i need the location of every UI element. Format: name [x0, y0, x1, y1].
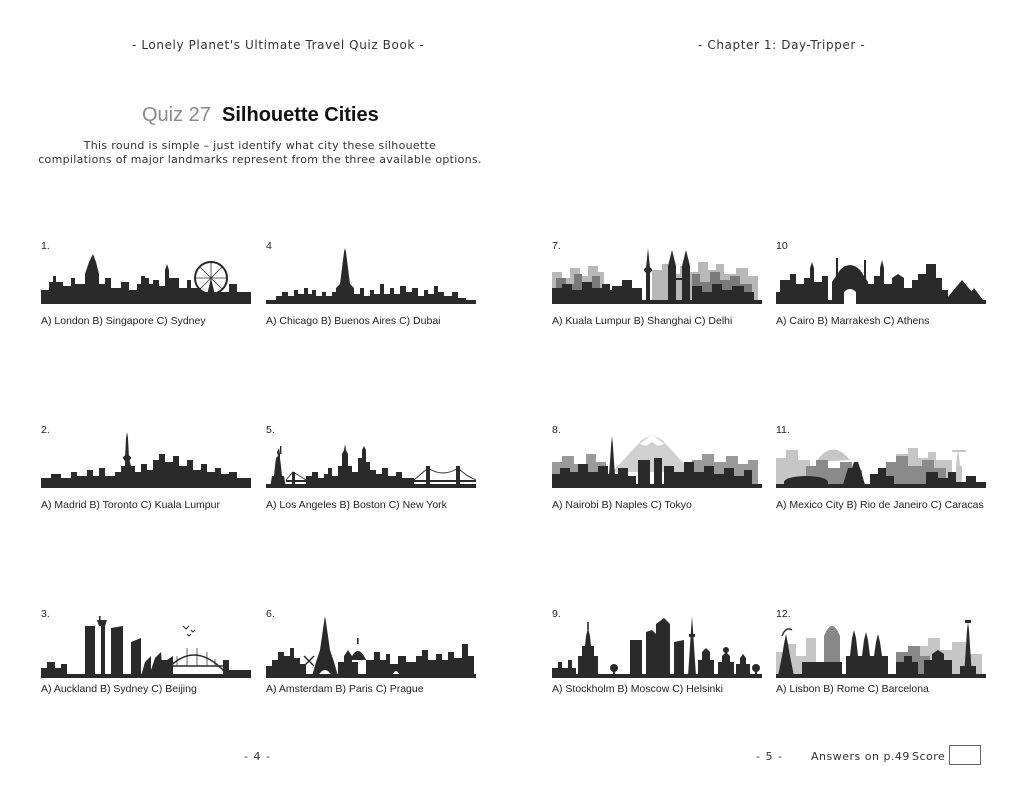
running-head-left: - Lonely Planet's Ultimate Travel Quiz Book - [132, 38, 425, 52]
running-head-right: - Chapter 1: Day-Tripper - [698, 38, 866, 52]
sydney-skyline-silhouette [41, 616, 251, 678]
question-number: 9. [552, 608, 561, 620]
toronto-skyline-silhouette [41, 432, 251, 490]
mexico-city-skyline-silhouette [776, 432, 986, 490]
answer-options: A) Lisbon B) Rome C) Barcelona [776, 683, 929, 695]
intro-line-2: compilations of major landmarks represent from the three available options. [38, 153, 482, 166]
question-number: 1. [41, 240, 50, 252]
question-number: 6. [266, 608, 275, 620]
question-number: 5. [266, 424, 275, 436]
answers-reference: Answers on p.49 [811, 750, 910, 763]
answer-options: A) Madrid B) Toronto C) Kuala Lumpur [41, 499, 220, 511]
kuala-lumpur-skyline-silhouette [552, 248, 762, 306]
quiz-heading [142, 104, 379, 127]
answer-options: A) Kuala Lumpur B) Shanghai C) Delhi [552, 315, 733, 327]
tokyo-skyline-silhouette [552, 432, 762, 490]
question-number: 10 [776, 240, 788, 252]
intro-line-1: This round is simple – just identify what city these silhouette [83, 139, 437, 152]
question-number: 7. [552, 240, 561, 252]
question-number: 12. [776, 608, 791, 620]
new-york-skyline-silhouette [266, 432, 476, 490]
score-label: Score [912, 750, 946, 763]
barcelona-skyline-silhouette [776, 616, 986, 678]
answer-options: A) Mexico City B) Rio de Janeiro C) Caracas [776, 499, 984, 511]
answer-options: A) Amsterdam B) Paris C) Prague [266, 683, 424, 695]
london-skyline-silhouette [41, 248, 251, 306]
answer-options: A) Nairobi B) Naples C) Tokyo [552, 499, 692, 511]
answer-options: A) London B) Singapore C) Sydney [41, 315, 206, 327]
answer-options: A) Stockholm B) Moscow C) Helsinki [552, 683, 723, 695]
quiz-number: Quiz 27 [142, 104, 211, 126]
answer-options: A) Los Angeles B) Boston C) New York [266, 499, 447, 511]
paris-skyline-silhouette [266, 616, 476, 678]
score-box[interactable] [949, 745, 981, 765]
question-number: 8. [552, 424, 561, 436]
dubai-skyline-silhouette [266, 248, 476, 306]
question-number: 2. [41, 424, 50, 436]
moscow-skyline-silhouette [552, 616, 762, 678]
page-number-left: - 4 - [244, 750, 271, 763]
quiz-intro [30, 139, 490, 167]
page-number-right: - 5 - [756, 750, 783, 763]
question-number: 4 [266, 240, 272, 252]
cairo-skyline-silhouette [776, 248, 986, 306]
answer-options: A) Chicago B) Buenos Aires C) Dubai [266, 315, 441, 327]
answer-options: A) Cairo B) Marrakesh C) Athens [776, 315, 930, 327]
quiz-title: Silhouette Cities [222, 104, 379, 126]
question-number: 3. [41, 608, 50, 620]
question-number: 11. [776, 424, 790, 436]
answer-options: A) Auckland B) Sydney C) Beijing [41, 683, 197, 695]
